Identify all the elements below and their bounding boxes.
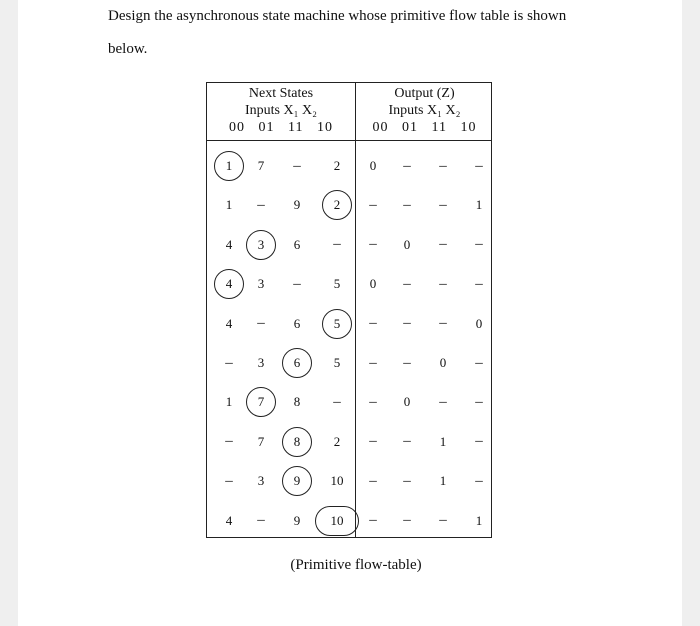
document-page bbox=[18, 0, 682, 626]
output-cell: – bbox=[475, 354, 483, 371]
output-cell: 1 bbox=[475, 197, 483, 213]
output-cell: – bbox=[369, 236, 377, 253]
table-caption: (Primitive flow-table) bbox=[290, 557, 422, 573]
output-cell: – bbox=[369, 315, 377, 332]
output-cell: 0 bbox=[403, 236, 411, 252]
next-state-cell-stable: 7 bbox=[257, 394, 265, 410]
next-state-cell: 3 bbox=[257, 355, 265, 370]
next-state-cell: – bbox=[225, 433, 233, 450]
output-columns: 00 01 11 10 bbox=[372, 120, 477, 135]
next-state-cell: 5 bbox=[333, 276, 341, 292]
output-cell: 0 bbox=[369, 276, 377, 292]
output-cell: 1 bbox=[475, 512, 483, 528]
output-cell: – bbox=[403, 196, 411, 213]
output-cell: – bbox=[403, 157, 411, 174]
next-state-cell: 7 bbox=[257, 433, 265, 449]
next-state-cell: 2 bbox=[333, 158, 341, 173]
question-line-1: Design the asynchronous state machine whose primitive flow table is shown bbox=[108, 8, 567, 24]
output-cell: – bbox=[369, 354, 377, 371]
next-state-cell: – bbox=[293, 275, 301, 292]
next-state-cell: 6 bbox=[293, 315, 301, 331]
output-cell: – bbox=[369, 196, 377, 213]
output-cell: – bbox=[475, 236, 483, 253]
next-state-cell: 8 bbox=[293, 394, 301, 410]
next-state-cell: – bbox=[333, 236, 341, 253]
output-title: Output (Z) bbox=[394, 86, 455, 101]
next-state-cell: – bbox=[257, 315, 265, 332]
next-state-cell: 4 bbox=[225, 236, 233, 252]
output-cell: 1 bbox=[439, 433, 447, 449]
output-cell: – bbox=[403, 315, 411, 332]
next-state-cell: – bbox=[257, 512, 265, 529]
next-states-columns: 00 01 11 10 bbox=[229, 120, 333, 135]
next-state-cell: 4 bbox=[225, 315, 233, 331]
output-cell: – bbox=[403, 354, 411, 371]
next-state-cell: 9 bbox=[293, 512, 301, 528]
next-state-cell: – bbox=[225, 354, 233, 371]
output-cell: 0 bbox=[439, 355, 447, 370]
next-state-cell-stable: 4 bbox=[225, 276, 233, 292]
next-state-cell: – bbox=[293, 157, 301, 174]
header-divider bbox=[207, 140, 491, 141]
output-cell: 0 bbox=[403, 394, 411, 410]
next-state-cell: – bbox=[257, 196, 265, 213]
next-states-header bbox=[207, 85, 355, 136]
next-state-cell-stable: 3 bbox=[257, 236, 265, 252]
next-state-cell: 7 bbox=[257, 158, 265, 173]
next-state-cell: 2 bbox=[333, 433, 341, 449]
output-cell: – bbox=[439, 393, 447, 410]
next-state-cell: 4 bbox=[225, 512, 233, 528]
output-cell: – bbox=[475, 472, 483, 489]
next-state-cell: 5 bbox=[333, 355, 341, 370]
next-state-cell-stable: 2 bbox=[333, 197, 341, 213]
output-cell: – bbox=[369, 433, 377, 450]
output-cell: – bbox=[439, 236, 447, 253]
next-state-cell: – bbox=[333, 393, 341, 410]
next-state-cell: 6 bbox=[293, 236, 301, 252]
next-state-cell-stable: 1 bbox=[225, 158, 233, 173]
output-cell: – bbox=[475, 157, 483, 174]
output-cell: – bbox=[403, 433, 411, 450]
next-state-cell-stable: 8 bbox=[293, 433, 301, 449]
output-cell: – bbox=[369, 393, 377, 410]
next-states-inputs: Inputs X₁ X₂ bbox=[245, 103, 317, 118]
output-cell: – bbox=[475, 275, 483, 292]
output-cell: – bbox=[369, 472, 377, 489]
output-cell: 1 bbox=[439, 473, 447, 489]
output-cell: 0 bbox=[475, 315, 483, 331]
output-cell: – bbox=[439, 157, 447, 174]
output-cell: – bbox=[439, 275, 447, 292]
next-state-cell: – bbox=[225, 472, 233, 489]
output-cell: – bbox=[439, 315, 447, 332]
output-cell: – bbox=[475, 393, 483, 410]
output-cell: – bbox=[439, 196, 447, 213]
next-state-cell-stable: 10 bbox=[330, 512, 344, 528]
next-state-cell-stable: 5 bbox=[333, 315, 341, 331]
output-cell: – bbox=[403, 512, 411, 529]
next-state-cell-stable: 6 bbox=[293, 355, 301, 370]
primitive-flow-table bbox=[206, 82, 492, 538]
next-state-cell: 9 bbox=[293, 197, 301, 213]
output-cell: – bbox=[369, 512, 377, 529]
next-state-cell: 1 bbox=[225, 197, 233, 213]
next-state-cell-stable: 9 bbox=[293, 473, 301, 489]
output-header bbox=[356, 85, 493, 136]
output-cell: – bbox=[475, 433, 483, 450]
output-cell: – bbox=[439, 512, 447, 529]
question-line-2: below. bbox=[108, 41, 148, 57]
output-cell: 0 bbox=[369, 158, 377, 173]
next-state-cell: 3 bbox=[257, 276, 265, 292]
output-inputs: Inputs X₁ X₂ bbox=[388, 103, 461, 118]
next-state-cell: 10 bbox=[330, 473, 344, 489]
output-cell: – bbox=[403, 275, 411, 292]
next-state-cell: 3 bbox=[257, 473, 265, 489]
next-states-title: Next States bbox=[248, 86, 314, 101]
question-text bbox=[108, 0, 618, 66]
next-state-cell: 1 bbox=[225, 394, 233, 410]
output-cell: – bbox=[403, 472, 411, 489]
